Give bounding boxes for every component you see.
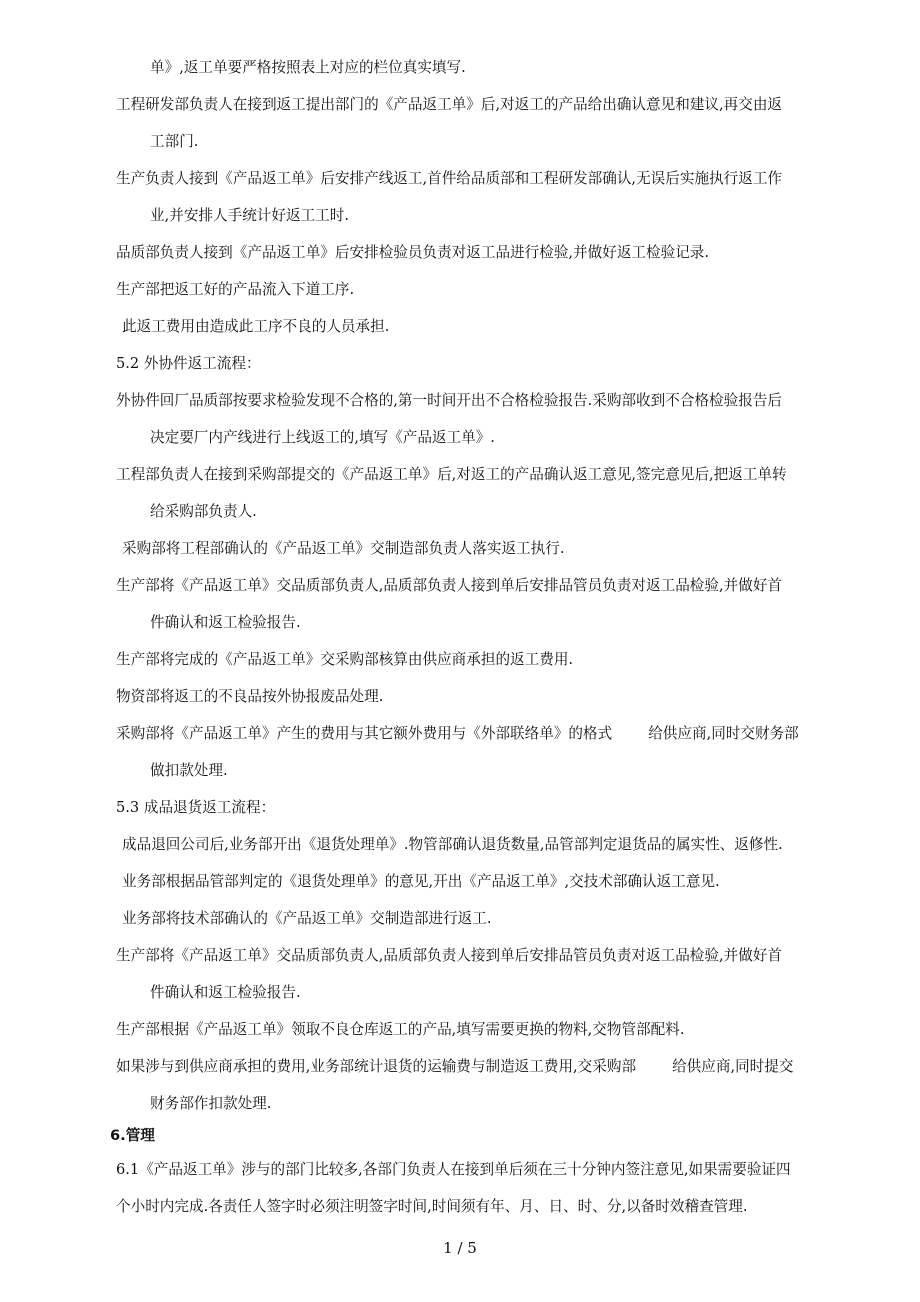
section-subheading: 5.3 成品退货返工流程： xyxy=(116,799,276,816)
section-heading: 6.管理 xyxy=(110,1127,155,1144)
text-line: 外协件回厂品质部按要求检验发现不合格的,第一时间开出不合格检验报告.采购部收到不合格检验报告后 xyxy=(116,392,783,409)
text-line: 物资部将返工的不良品按外协报废品处理. xyxy=(116,688,384,705)
text-line: 财务部作扣款处理. xyxy=(150,1095,272,1112)
text-line: 工程部负责人在接到采购部提交的《产品返工单》后,对返工的产品确认返工意见,签完意见后,把返工单转 xyxy=(116,466,787,483)
text-line: 生产部将《产品返工单》交品质部负责人,品质部负责人接到单后安排品管员负责对返工品检验,并做好首 xyxy=(116,577,783,594)
text-line: 业务部将技术部确认的《产品返工单》交制造部进行返工. xyxy=(122,910,492,927)
text-segment: 采购部将《产品返工单》产生的费用与其它额外费用与《外部联络单》的格式 xyxy=(116,725,613,742)
text-line: 个小时内完成.各责任人签字时必须注明签字时间,时间须有年、月、日、时、分,以备时效稽查管理. xyxy=(116,1198,748,1215)
text-line: 生产部将完成的《产品返工单》交采购部核算由供应商承担的返工费用. xyxy=(116,651,574,668)
text-line: 生产部将《产品返工单》交品质部负责人,品质部负责人接到单后安排品管员负责对返工品检验,并做好首 xyxy=(116,947,783,964)
text-line: 做扣款处理. xyxy=(150,762,228,779)
text-line: 业务部根据品管部判定的《退货处理单》的意见,开出《产品返工单》,交技术部确认返工意见. xyxy=(122,873,720,890)
text-line xyxy=(116,724,799,744)
text-line: 业,并安排人手统计好返工工时. xyxy=(150,207,349,224)
text-line: 采购部将工程部确认的《产品返工单》交制造部负责人落实返工执行. xyxy=(122,540,565,557)
text-segment: 给供应商,同时提交 xyxy=(672,1058,794,1075)
page-number: 1 / 5 xyxy=(443,1239,477,1257)
text-line: 生产部根据《产品返工单》领取不良仓库返工的产品,填写需要更换的物料,交物管部配料. xyxy=(116,1021,685,1038)
text-line: 成品退回公司后,业务部开出《退货处理单》.物管部确认退货数量,品管部判定退货品的属实性、返修性. xyxy=(122,836,783,853)
text-line: 单》,返工单要严格按照表上对应的栏位真实填写. xyxy=(150,59,466,76)
text-line: 生产负责人接到《产品返工单》后安排产线返工,首件给品质部和工程研发部确认,无误后实施执行返工作 xyxy=(116,170,783,187)
text-line: 件确认和返工检验报告. xyxy=(150,984,301,1001)
text-line: 决定要厂内产线进行上线返工的,填写《产品返工单》. xyxy=(150,429,495,446)
text-line: 6.1《产品返工单》涉与的部门比较多,各部门负责人在接到单后须在三十分钟内签注意见,如果需要验证四 xyxy=(116,1161,791,1178)
text-line: 工部门. xyxy=(150,133,199,150)
text-line: 件确认和返工检验报告. xyxy=(150,614,301,631)
text-line: 此返工费用由造成此工序不良的人员承担. xyxy=(122,318,390,335)
text-segment: 如果涉与到供应商承担的费用,业务部统计退货的运输费与制造返工费用,交采购部 xyxy=(116,1058,637,1075)
text-line: 生产部把返工好的产品流入下道工序. xyxy=(116,281,355,298)
text-line: 工程研发部负责人在接到返工提出部门的《产品返工单》后,对返工的产品给出确认意见和建议,再交由返 xyxy=(116,96,783,113)
text-line xyxy=(116,1057,793,1077)
text-line: 品质部负责人接到《产品返工单》后安排检验员负责对返工品进行检验,并做好返工检验记录. xyxy=(116,244,710,261)
text-segment: 给供应商,同时交财务部 xyxy=(648,725,799,742)
text-line: 给采购部负责人. xyxy=(150,503,257,520)
section-subheading: 5.2 外协件返工流程： xyxy=(116,355,261,372)
